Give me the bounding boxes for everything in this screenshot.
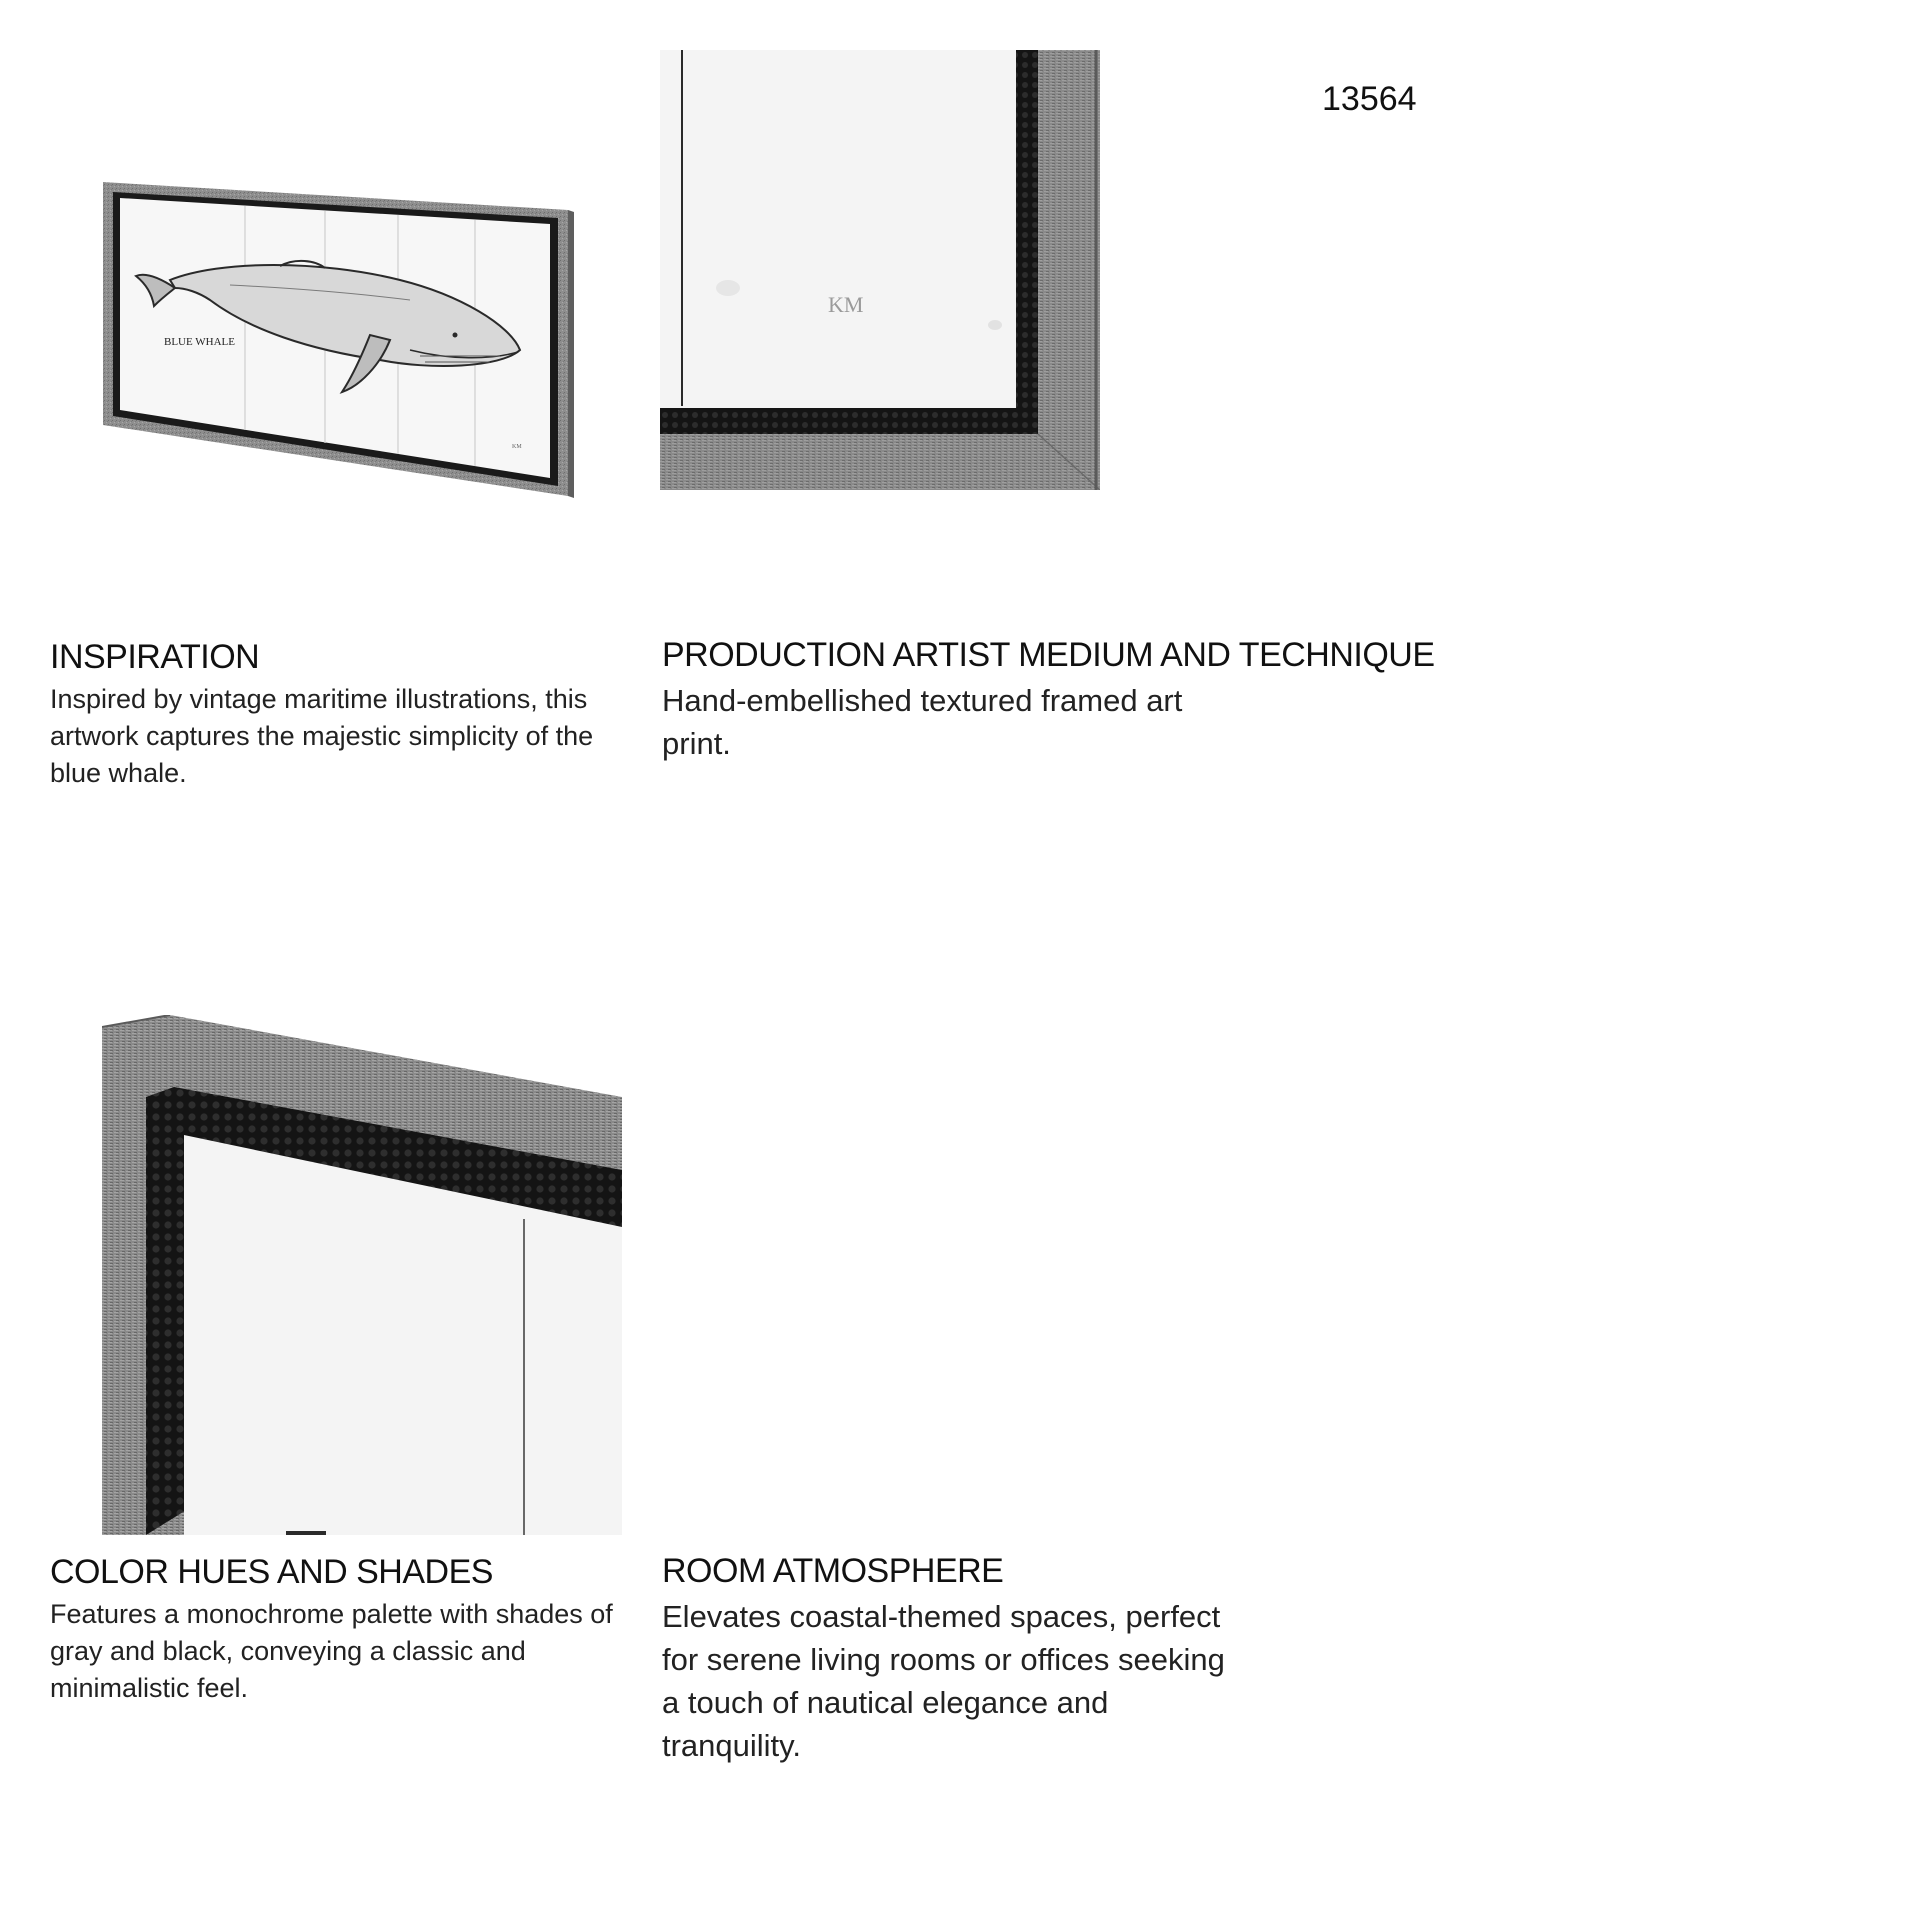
- frame-liner-horizontal: [660, 408, 1038, 434]
- section-room-atmosphere: [662, 1549, 1462, 1767]
- production-text: Hand-embellished textured framed art print.: [662, 683, 1183, 761]
- inspiration-text: Inspired by vintage maritime illustrations, this artwork captures the majestic simplicity of the blue whale.: [50, 684, 594, 788]
- production-heading: PRODUCTION ARTIST MEDIUM AND TECHNIQUE: [662, 636, 1435, 674]
- artist-signature: KM: [828, 292, 864, 317]
- section-color-hues: [50, 1550, 640, 1707]
- product-sku: 13564: [1322, 80, 1417, 118]
- product-photo-frame-texture: [102, 1015, 622, 1535]
- product-photo-corner-detail: [660, 50, 1100, 490]
- inspiration-heading: INSPIRATION: [50, 638, 260, 676]
- color-heading: COLOR HUES AND SHADES: [50, 1553, 493, 1591]
- whale-label: BLUE WHALE: [164, 336, 235, 348]
- frame-liner-vertical: [1016, 50, 1038, 434]
- color-text: Features a monochrome palette with shades of gray and black, conveying a classic and minimalistic feel.: [50, 1599, 613, 1703]
- canvas: [660, 50, 1016, 408]
- room-text: Elevates coastal-themed spaces, perfect for serene living rooms or offices seeking a touch of nautical elegance and tranquility.: [662, 1599, 1225, 1763]
- product-photo-full-view: [80, 160, 580, 510]
- artist-signature-small: KM: [512, 444, 522, 450]
- section-production: [662, 633, 1462, 765]
- section-inspiration: [50, 635, 640, 792]
- room-heading: ROOM ATMOSPHERE: [662, 1552, 1004, 1590]
